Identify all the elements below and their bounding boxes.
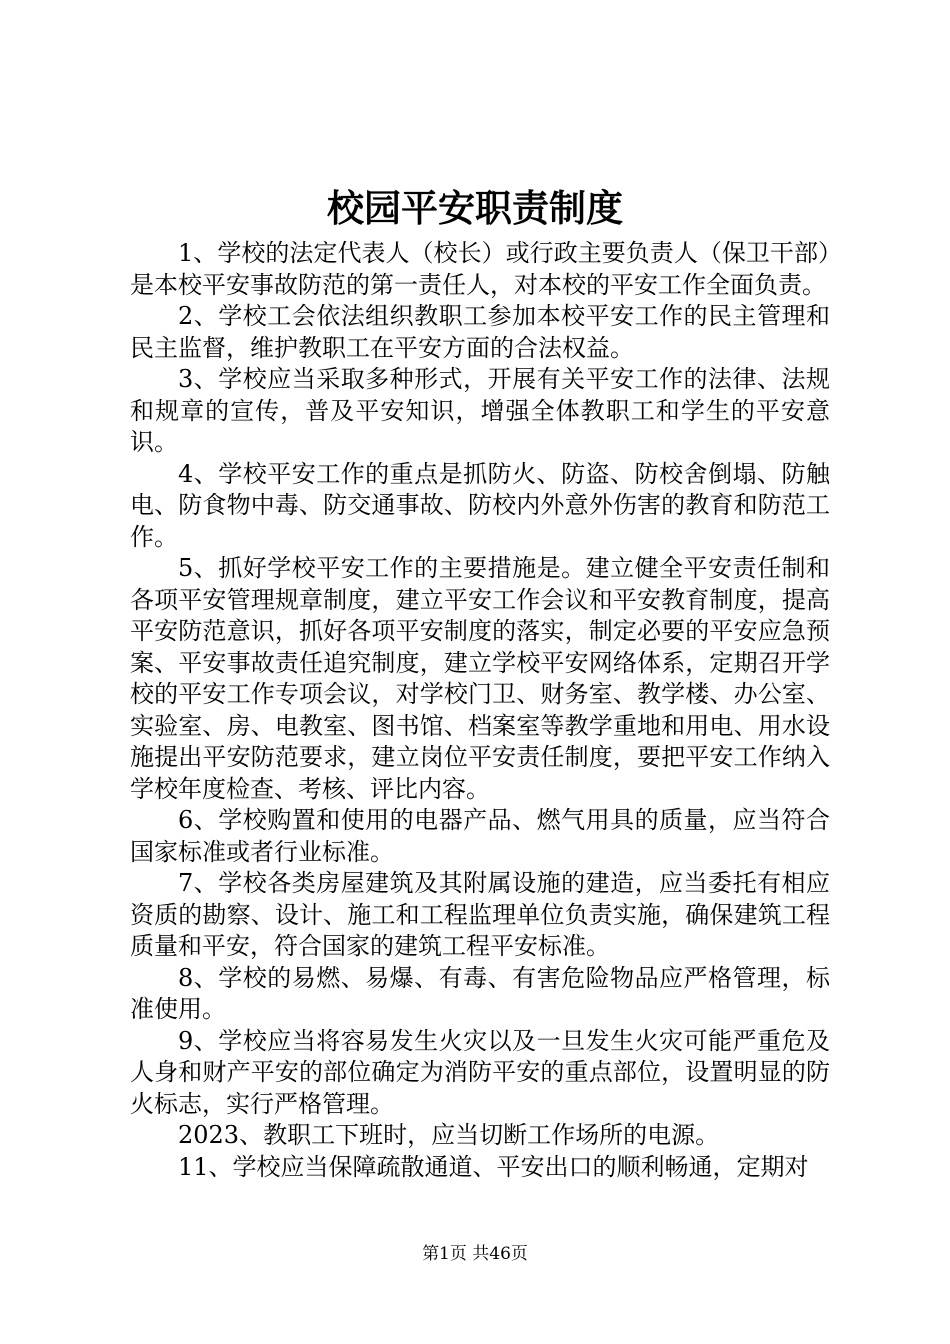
- paragraph-1: 1、学校的法定代表人（校长）或行政主要负责人（保卫干部）是本校平安事故防范的第一责任人，对本校的平安工作全面负责。: [130, 239, 830, 299]
- paragraph-3: 3、学校应当采取多种形式，开展有关平安工作的法律、法规和规章的宣传，普及平安知识，增强全体教职工和学生的平安意识。: [130, 365, 830, 456]
- paragraph-11: 11、学校应当保障疏散通道、平安出口的顺利畅通，定期对: [178, 1152, 809, 1181]
- paragraph-5: 5、抓好学校平安工作的主要措施是。建立健全平安责任制和各项平安管理规章制度，建立平安工作会议和平安教育制度，提高平安防范意识，抓好各项平安制度的落实，制定必要的平安应急预案、平安事故责任追究制度，建立学校平安网络体系，定期召开学校的平安工作专项会议，对学校门卫、财务室、教学楼、办公室、实验室、房、电教室、图书馆、档案室等教学重地和用电、用水设施提出平安防范要求，建立岗位平安责任制度，要把平安工作纳入学校年度检查、考核、评比内容。: [130, 554, 830, 803]
- document-body: [130, 238, 830, 1183]
- paragraph-4: 4、学校平安工作的重点是抓防火、防盗、防校舍倒塌、防触电、防食物中毒、防交通事故、防校内外意外伤害的教育和防范工作。: [130, 459, 830, 551]
- document-title: 校园平安职责制度: [327, 186, 623, 230]
- paragraph-9: 9、学校应当将容易发生火灾以及一旦发生火灾可能严重危及人身和财产平安的部位确定为消防平安的重点部位，设置明显的防火标志，实行严格管理。: [130, 1026, 830, 1118]
- paragraph-8: 8、学校的易燃、易爆、有毒、有害危险物品应严格管理，标准使用。: [130, 963, 830, 1023]
- paragraph-7: 7、学校各类房屋建筑及其附属设施的建造，应当委托有相应资质的勘察、设计、施工和工程监理单位负责实施，确保建筑工程质量和平安，符合国家的建筑工程平安标准。: [130, 869, 830, 960]
- paragraph-2: 2、学校工会依法组织教职工参加本校平安工作的民主管理和民主监督，维护教职工在平安方面的合法权益。: [130, 302, 830, 362]
- paragraph-6: 6、学校购置和使用的电器产品、燃气用具的质量，应当符合国家标准或者行业标准。: [130, 806, 830, 866]
- paragraph-10: 2023、教职工下班时，应当切断工作场所的电源。: [178, 1121, 720, 1149]
- page-footer: 第1页 共46页: [422, 1244, 528, 1264]
